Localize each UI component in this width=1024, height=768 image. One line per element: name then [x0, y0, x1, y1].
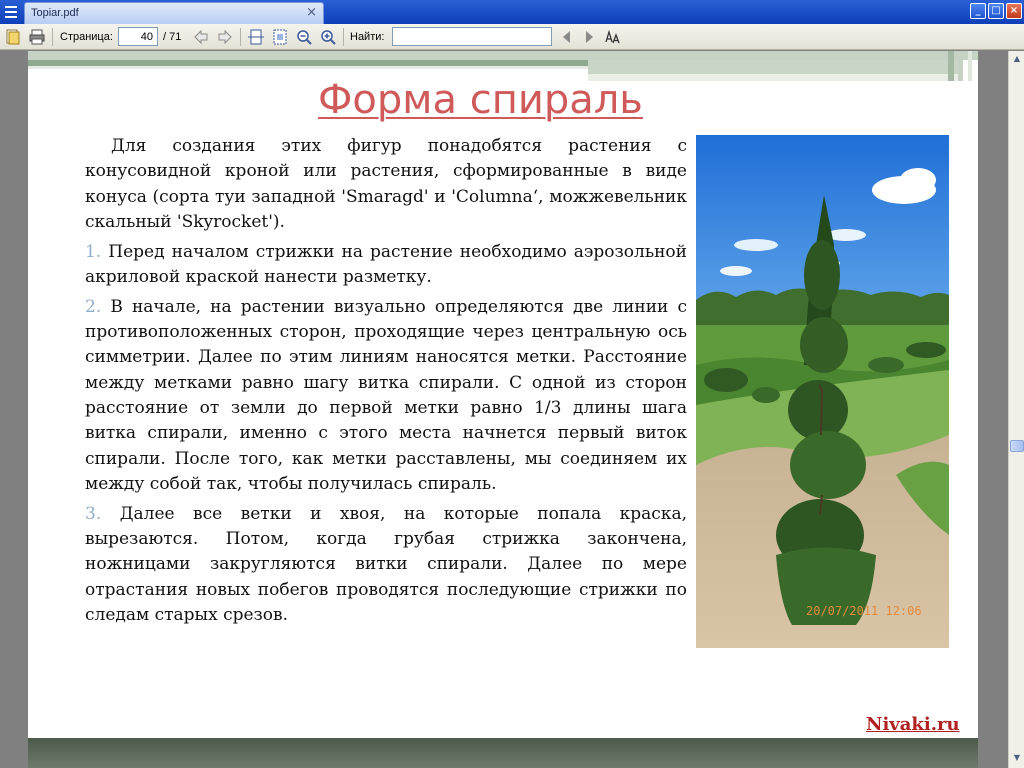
vertical-scrollbar[interactable]	[1008, 51, 1024, 768]
fit-width-icon[interactable]	[247, 28, 265, 46]
step-number: 2.	[85, 296, 102, 317]
find-label: Найти:	[350, 31, 385, 43]
print-icon[interactable]	[28, 28, 46, 46]
page-title: Форма спираль	[318, 77, 643, 123]
step-1	[85, 240, 687, 291]
close-button[interactable]: ×	[1006, 3, 1022, 19]
intro-paragraph: Для создания этих фигур понадобятся растения с конусовидной кроной или растения, сформированные в виде конуса (сорта туи западной 'Smaragd' и 'Columna‘, можжевельник скальный 'Skyrocket').	[85, 136, 687, 232]
page-label: Страница:	[60, 31, 113, 43]
minimize-button[interactable]: _	[970, 3, 986, 19]
step-number: 3.	[85, 503, 102, 524]
step-number: 1.	[85, 241, 102, 262]
maximize-button[interactable]: □	[988, 3, 1004, 19]
search-input[interactable]	[392, 27, 552, 46]
page-total: / 71	[163, 31, 182, 43]
scrollbar-thumb[interactable]	[1010, 440, 1024, 452]
zoom-in-icon[interactable]	[319, 28, 337, 46]
fit-page-icon[interactable]	[271, 28, 289, 46]
step-text: Перед началом стрижки на растение необходимо аэрозольной акриловой краской нанести разметку.	[85, 241, 687, 287]
step-2	[85, 295, 687, 497]
tab-close-icon[interactable]: ×	[306, 5, 317, 20]
spiral-topiary-photo	[696, 135, 949, 648]
open-file-icon[interactable]	[4, 28, 22, 46]
scroll-down-icon[interactable]: ▼	[1013, 753, 1021, 762]
menu-icon[interactable]	[2, 3, 20, 21]
scroll-up-icon[interactable]: ▲	[1013, 54, 1021, 63]
match-case-icon[interactable]	[604, 28, 622, 46]
zoom-out-icon[interactable]	[295, 28, 313, 46]
body-text	[85, 134, 687, 633]
tab-document[interactable]	[24, 2, 324, 24]
step-text: В начале, на растении визуально определяются две линии с противоположенных сторон, проходящие через центральную ось симметрии. Далее по этим линиям наносятся метки. Расстояние между метками равно шагу витка спирали. С одной из сторон расстояние от земли до первой метки равно 1/3 длины шага витка спирали, именно с этого места начнется первый виток спирали. После того, как метки расставлены, мы соединяем их между собой так, чтобы получилась спираль.	[85, 296, 687, 494]
tab-title: Topiar.pdf	[31, 7, 79, 19]
find-prev-icon[interactable]	[558, 28, 576, 46]
step-3	[85, 502, 687, 628]
find-next-icon[interactable]	[580, 28, 598, 46]
toolbar	[0, 24, 1024, 50]
next-page-edge	[28, 738, 978, 768]
photo-timestamp: 20/07/2011 12:06	[806, 604, 922, 618]
site-watermark: Nivaki.ru	[866, 714, 960, 735]
prev-page-icon[interactable]	[192, 28, 210, 46]
pdf-page	[28, 51, 978, 768]
step-text: Далее все ветки и хвоя, на которые попала краска, вырезаются. Потом, когда грубая стрижка закончена, ножницами закругляются витки спирали. Далее по мере отрастания новых побегов проводятся последующие стрижки по следам старых срезов.	[85, 503, 687, 625]
document-viewport[interactable]	[0, 51, 1008, 768]
next-page-icon[interactable]	[216, 28, 234, 46]
page-number-input[interactable]	[118, 27, 158, 46]
title-bar	[0, 0, 1024, 24]
